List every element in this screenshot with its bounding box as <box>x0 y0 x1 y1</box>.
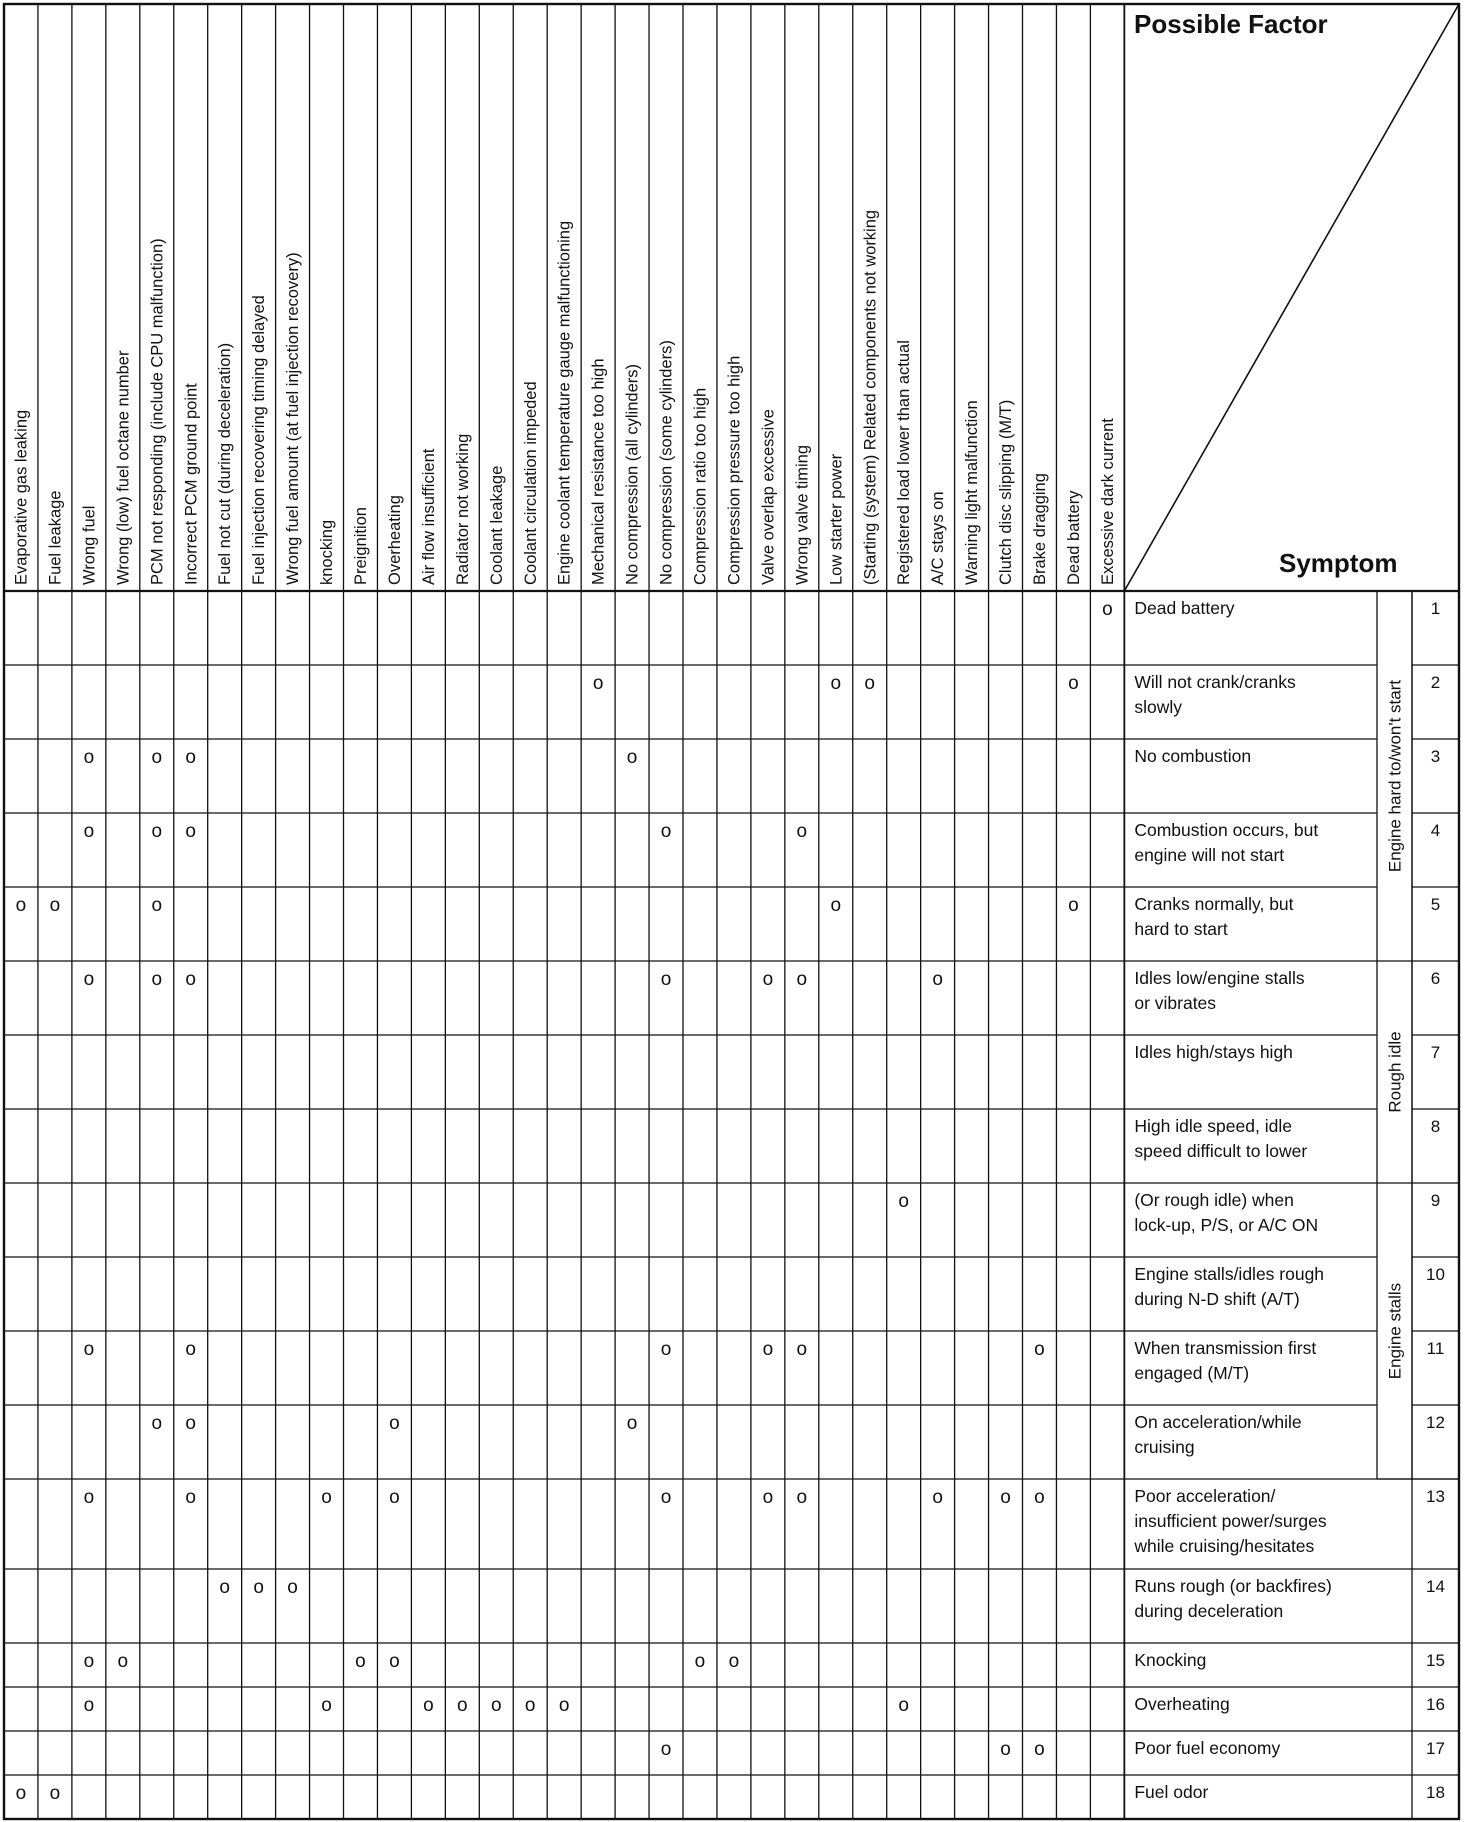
factor-mark: o <box>864 673 876 694</box>
symptom-label: insufficient power/surges <box>1134 1511 1327 1531</box>
symptom-label: hard to start <box>1134 919 1228 939</box>
factor-mark: o <box>898 1695 909 1716</box>
factor-mark: o <box>185 747 197 768</box>
symptom-number: 11 <box>1426 1339 1445 1358</box>
factor-label: Coolant circulation impeded <box>521 381 540 585</box>
symptom-label: while cruising/hesitates <box>1134 1536 1315 1556</box>
factor-label: Registered load lower than actual <box>895 340 914 585</box>
factor-label: Wrong fuel amount (at fuel injection recovery) <box>284 252 303 585</box>
table-row <box>1134 1116 1440 1161</box>
table-row <box>16 894 1441 939</box>
symptom-number: 2 <box>1430 673 1441 692</box>
factor-mark: o <box>83 1695 95 1716</box>
factor-label: Brake dragging <box>1031 473 1049 585</box>
symptom-number: 18 <box>1426 1783 1445 1802</box>
factor-mark: o <box>1068 895 1079 916</box>
factor-mark: o <box>389 1651 400 1672</box>
factor-mark: o <box>83 1487 95 1508</box>
symptom-label: during deceleration <box>1134 1601 1284 1621</box>
factor-mark: o <box>660 1487 672 1508</box>
factor-mark: o <box>185 1413 197 1434</box>
factor-mark: o <box>830 673 842 694</box>
symptom-label: Will not crank/cranks <box>1134 672 1296 692</box>
factor-mark: o <box>796 821 808 842</box>
factor-label: Evaporative gas leaking <box>12 409 31 585</box>
symptom-label: Idles low/engine stalls <box>1134 968 1305 988</box>
symptom-groups <box>1386 680 1405 1380</box>
symptom-label: during N-D shift (A/T) <box>1134 1289 1300 1309</box>
symptom-label: (Or rough idle) when <box>1134 1190 1294 1210</box>
header-diagonal <box>1124 4 1459 591</box>
factor-label: Preignition <box>352 507 370 585</box>
symptom-number: 5 <box>1430 895 1441 914</box>
factor-mark: o <box>253 1577 264 1598</box>
table-row <box>84 1694 1445 1716</box>
factor-mark: o <box>185 969 197 990</box>
factor-mark: o <box>728 1651 740 1672</box>
table-row <box>84 820 1441 865</box>
factor-label: A/C stays on <box>929 491 948 585</box>
factor-label: Dead battery <box>1064 490 1083 585</box>
factor-mark: o <box>796 969 808 990</box>
factor-mark: o <box>389 1487 400 1508</box>
factor-mark: o <box>49 1783 61 1804</box>
symptom-number: 17 <box>1426 1739 1445 1758</box>
factor-label: Wrong fuel <box>80 505 99 585</box>
factor-mark: o <box>1034 1339 1045 1360</box>
symptom-label: lock-up, P/S, or A/C ON <box>1134 1215 1319 1235</box>
factor-label: Warning light malfunction <box>963 400 982 585</box>
factor-mark: o <box>219 1577 230 1598</box>
factor-mark: o <box>762 1339 774 1360</box>
symptom-number: 6 <box>1430 969 1441 988</box>
factor-mark: o <box>15 1783 27 1804</box>
factor-mark: o <box>1000 1739 1011 1760</box>
table-row <box>661 1738 1445 1760</box>
symptom-number: 13 <box>1426 1487 1445 1506</box>
symptom-label: engine will not start <box>1134 845 1285 865</box>
table-row <box>84 1486 1445 1556</box>
symptom-label: Idles high/stays high <box>1134 1042 1293 1062</box>
factor-mark: o <box>185 1487 197 1508</box>
factor-mark: o <box>185 1339 197 1360</box>
symptom-label: Combustion occurs, but <box>1134 820 1319 840</box>
symptom-label: Poor fuel economy <box>1134 1738 1281 1758</box>
symptom-label: Overheating <box>1134 1694 1230 1714</box>
factor-label: Wrong (low) fuel octane number <box>114 350 133 585</box>
table-row <box>1102 598 1440 620</box>
factor-mark: o <box>185 821 197 842</box>
group-label: Engine stalls <box>1385 1282 1405 1380</box>
factor-mark: o <box>321 1695 332 1716</box>
symptom-number: 12 <box>1426 1413 1445 1432</box>
possible-factor-title: Possible Factor <box>1134 9 1328 39</box>
factor-label: Coolant leakage <box>487 465 506 585</box>
factor-mark: o <box>83 969 95 990</box>
factor-label: Excessive dark current <box>1098 418 1117 585</box>
factor-label: knocking <box>318 519 337 585</box>
symptom-label: No combustion <box>1134 746 1252 766</box>
symptom-number: 15 <box>1426 1651 1445 1670</box>
factor-mark: o <box>49 895 61 916</box>
factor-mark: o <box>932 969 943 990</box>
factor-mark: o <box>1034 1487 1045 1508</box>
table-row <box>84 1338 1445 1383</box>
group-label: Engine hard to/won't start <box>1385 679 1405 873</box>
symptom-label: Cranks normally, but <box>1134 894 1294 914</box>
table-row <box>84 968 1441 1013</box>
table-row <box>84 1650 1445 1672</box>
symptom-label: engaged (M/T) <box>1134 1363 1250 1383</box>
group-label: Rough idle <box>1385 1031 1405 1113</box>
factor-mark: o <box>117 1651 129 1672</box>
factor-label: Incorrect PCM ground point <box>182 383 201 585</box>
symptom-number: 10 <box>1426 1265 1445 1284</box>
factor-mark: o <box>83 1339 95 1360</box>
factor-label: Radiator not working <box>453 433 472 585</box>
factor-label: Fuel not cut (during deceleration) <box>216 342 235 585</box>
symptom-label: On acceleration/while <box>1134 1412 1302 1432</box>
table-row <box>593 672 1440 717</box>
factor-mark: o <box>932 1487 943 1508</box>
factor-label: Overheating <box>385 495 404 585</box>
factor-label: Compression pressure too high <box>725 355 744 585</box>
factor-mark: o <box>796 1487 808 1508</box>
factor-mark: o <box>660 1739 672 1760</box>
factor-label: Air flow insufficient <box>419 448 438 585</box>
factor-mark: o <box>1068 673 1079 694</box>
factor-mark: o <box>796 1339 808 1360</box>
factor-label: Compression ratio too high <box>691 387 710 585</box>
factor-mark: o <box>626 747 638 768</box>
symptom-rows <box>16 598 1445 1804</box>
factor-mark: o <box>151 821 163 842</box>
factor-mark: o <box>592 673 604 694</box>
factor-mark: o <box>660 969 672 990</box>
factor-mark: o <box>660 1339 672 1360</box>
factor-mark: o <box>151 1413 163 1434</box>
factor-mark: o <box>321 1487 332 1508</box>
symptom-label: slowly <box>1134 697 1183 717</box>
factor-mark: o <box>423 1695 434 1716</box>
factor-label: Fuel injection recovering timing delayed <box>250 295 269 585</box>
factor-label: Low starter power <box>827 453 846 585</box>
factor-label: PCM not responding (include CPU malfunction) <box>148 238 167 586</box>
factor-mark: o <box>1000 1487 1011 1508</box>
symptom-label: speed difficult to lower <box>1134 1141 1308 1161</box>
factor-mark: o <box>830 895 842 916</box>
symptom-title: Symptom <box>1279 548 1398 578</box>
factor-mark: o <box>524 1695 536 1716</box>
factor-label: No compression (some cylinders) <box>657 340 676 585</box>
table-row <box>84 746 1441 768</box>
factor-label: Mechanical resistance too high <box>589 358 608 585</box>
symptom-label: or vibrates <box>1134 993 1217 1013</box>
symptom-number: 8 <box>1430 1117 1441 1136</box>
factor-mark: o <box>660 821 672 842</box>
factor-label: Wrong valve timing <box>793 444 812 585</box>
factor-mark: o <box>1034 1739 1045 1760</box>
symptom-number: 14 <box>1426 1577 1445 1596</box>
factor-mark: o <box>83 821 95 842</box>
factor-mark: o <box>355 1651 366 1672</box>
factor-label: No compression (all cylinders) <box>623 364 642 585</box>
symptom-number: 16 <box>1426 1695 1445 1714</box>
symptom-number: 4 <box>1430 821 1441 840</box>
factor-mark: o <box>762 969 774 990</box>
factor-header <box>1134 9 1397 578</box>
factor-mark: o <box>389 1413 400 1434</box>
factor-label: (Starting (system) Related components not working <box>861 209 880 585</box>
factor-mark: o <box>83 1651 95 1672</box>
factor-mark: o <box>490 1695 502 1716</box>
table-row <box>898 1190 1440 1235</box>
factor-labels <box>13 210 1117 585</box>
factor-mark: o <box>457 1695 468 1716</box>
table-row <box>151 1412 1444 1457</box>
factor-mark: o <box>15 895 27 916</box>
symptom-label: Runs rough (or backfires) <box>1134 1576 1332 1596</box>
symptom-number: 9 <box>1430 1191 1441 1210</box>
factor-mark: o <box>151 895 163 916</box>
symptom-number: 7 <box>1430 1043 1441 1062</box>
factor-mark: o <box>898 1191 909 1212</box>
table-row <box>16 1782 1445 1804</box>
symptom-label: When transmission first <box>1134 1338 1317 1358</box>
symptom-label: Poor acceleration/ <box>1134 1486 1276 1506</box>
symptom-number: 1 <box>1430 599 1441 618</box>
factor-label: Engine coolant temperature gauge malfunctioning <box>555 220 574 585</box>
factor-label: Clutch disc slipping (M/T) <box>997 399 1016 585</box>
factor-mark: o <box>151 747 163 768</box>
factor-mark: o <box>558 1695 570 1716</box>
symptom-label: cruising <box>1134 1437 1195 1457</box>
factor-label: Fuel leakage <box>46 490 65 585</box>
symptom-label: High idle speed, idle <box>1134 1116 1292 1136</box>
factor-mark: o <box>151 969 163 990</box>
table-row <box>219 1576 1445 1621</box>
symptom-label: Engine stalls/idles rough <box>1134 1264 1325 1284</box>
factor-mark: o <box>1102 599 1113 620</box>
factor-label: Valve overlap excessive <box>759 409 778 585</box>
symptom-label: Fuel odor <box>1134 1782 1209 1802</box>
symptom-number: 3 <box>1430 747 1441 766</box>
factor-mark: o <box>287 1577 298 1598</box>
symptom-label: Knocking <box>1134 1650 1207 1670</box>
factor-mark: o <box>83 747 95 768</box>
factor-mark: o <box>762 1487 774 1508</box>
factor-mark: o <box>694 1651 706 1672</box>
factor-mark: o <box>626 1413 638 1434</box>
symptom-label: Dead battery <box>1134 598 1235 618</box>
